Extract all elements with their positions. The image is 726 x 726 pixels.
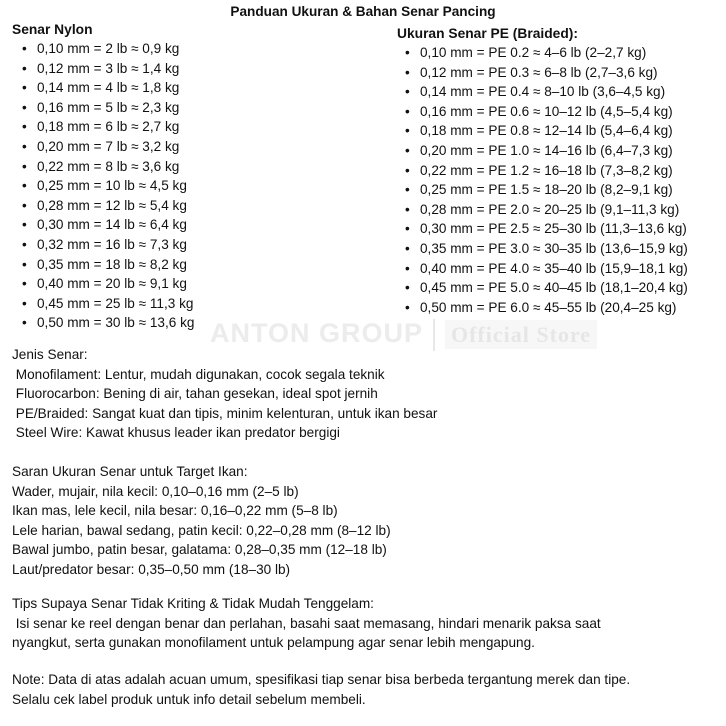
note-line: Selalu cek label produk untuk info detail sebelum membeli. xyxy=(12,691,366,707)
pe-item: • 0,12 mm = PE 0.3 ≈ 6–8 lb (2,7–3,6 kg) xyxy=(405,63,688,83)
jenis-line: PE/Braided: Sangat kuat dan tipis, minim kelenturan, untuk ikan besar xyxy=(12,405,438,421)
nylon-item: • 0,20 mm = 7 lb ≈ 3,2 kg xyxy=(22,137,194,157)
saran-line: Laut/predator besar: 0,35–0,50 mm (18–30 lb) xyxy=(12,561,291,577)
pe-list xyxy=(405,43,688,317)
saran-heading: Saran Ukuran Senar untuk Target Ikan: xyxy=(12,464,248,479)
saran-line: Lele harian, bawal sedang, patin kecil: 0,22–0,28 mm (8–12 lb) xyxy=(12,522,391,538)
page-title: Panduan Ukuran & Bahan Senar Pancing xyxy=(230,4,496,19)
jenis-line: Monofilament: Lentur, mudah digunakan, cocok segala teknik xyxy=(12,366,385,382)
nylon-item: • 0,12 mm = 3 lb ≈ 1,4 kg xyxy=(22,59,194,79)
jenis-senar-section xyxy=(12,345,437,443)
saran-section xyxy=(12,462,391,579)
saran-line: Ikan mas, lele kecil, nila besar: 0,16–0,22 mm (5–8 lb) xyxy=(12,503,338,518)
nylon-item: • 0,35 mm = 18 lb ≈ 8,2 kg xyxy=(22,255,194,275)
nylon-item: • 0,30 mm = 14 lb ≈ 6,4 kg xyxy=(22,215,194,235)
pe-item: • 0,14 mm = PE 0.4 ≈ 8–10 lb (3,6–4,5 kg) xyxy=(405,82,688,102)
nylon-item: • 0,32 mm = 16 lb ≈ 7,3 kg xyxy=(22,235,194,255)
jenis-heading: Jenis Senar: xyxy=(12,347,88,362)
saran-line: Bawal jumbo, patin besar, galatama: 0,28–0,35 mm (12–18 lb) xyxy=(12,542,387,557)
saran-line: Wader, mujair, nila kecil: 0,10–0,16 mm (2–5 lb) xyxy=(12,483,299,499)
jenis-line: Steel Wire: Kawat khusus leader ikan predator bergigi xyxy=(12,425,340,440)
pe-heading: Ukuran Senar PE (Braided): xyxy=(397,26,578,41)
nylon-item: • 0,25 mm = 10 lb ≈ 4,5 kg xyxy=(22,176,194,196)
pe-item: • 0,40 mm = PE 4.0 ≈ 35–40 lb (15,9–18,1 kg) xyxy=(405,259,688,279)
pe-item: • 0,25 mm = PE 1.5 ≈ 18–20 lb (8,2–9,1 kg) xyxy=(405,180,688,200)
tips-line: nyangkut, serta gunakan monofilament untuk pelampung agar senar lebih mengapung. xyxy=(12,635,535,650)
nylon-heading: Senar Nylon xyxy=(12,22,93,37)
tips-heading: Tips Supaya Senar Tidak Kriting & Tidak Mudah Tenggelam: xyxy=(12,596,374,611)
pe-item: • 0,50 mm = PE 6.0 ≈ 45–55 lb (20,4–25 kg) xyxy=(405,298,688,318)
nylon-item: • 0,10 mm = 2 lb ≈ 0,9 kg xyxy=(22,39,194,59)
nylon-item: • 0,16 mm = 5 lb ≈ 2,3 kg xyxy=(22,98,194,118)
note-line: Note: Data di atas adalah acuan umum, spesifikasi tiap senar bisa berbeda tergantung merek dan tipe. xyxy=(12,672,631,687)
note-section xyxy=(12,670,630,709)
pe-item: • 0,35 mm = PE 3.0 ≈ 30–35 lb (13,6–15,9 kg) xyxy=(405,239,688,259)
pe-item: • 0,10 mm = PE 0.2 ≈ 4–6 lb (2–2,7 kg) xyxy=(405,43,688,63)
watermark-logo: ANTON GROUP Official Store xyxy=(210,318,597,351)
nylon-item: • 0,14 mm = 4 lb ≈ 1,8 kg xyxy=(22,78,194,98)
tips-section xyxy=(12,594,601,653)
pe-item: • 0,30 mm = PE 2.5 ≈ 25–30 lb (11,3–13,6 kg) xyxy=(405,219,688,239)
pe-item: • 0,20 mm = PE 1.0 ≈ 14–16 lb (6,4–7,3 kg) xyxy=(405,141,688,161)
nylon-item: • 0,28 mm = 12 lb ≈ 5,4 kg xyxy=(22,196,194,216)
pe-item: • 0,18 mm = PE 0.8 ≈ 12–14 lb (5,4–6,4 kg) xyxy=(405,121,688,141)
pe-item: • 0,16 mm = PE 0.6 ≈ 10–12 lb (4,5–5,4 kg) xyxy=(405,102,688,122)
nylon-item: • 0,40 mm = 20 lb ≈ 9,1 kg xyxy=(22,274,194,294)
nylon-item: • 0,50 mm = 30 lb ≈ 13,6 kg xyxy=(22,313,194,333)
nylon-list xyxy=(22,39,194,333)
pe-item: • 0,28 mm = PE 2.0 ≈ 20–25 lb (9,1–11,3 kg) xyxy=(405,200,688,220)
nylon-item: • 0,45 mm = 25 lb ≈ 11,3 kg xyxy=(22,294,194,314)
nylon-item: • 0,18 mm = 6 lb ≈ 2,7 kg xyxy=(22,117,194,137)
pe-item: • 0,45 mm = PE 5.0 ≈ 40–45 lb (18,1–20,4 kg) xyxy=(405,278,688,298)
tips-line: Isi senar ke reel dengan benar dan perlahan, basahi saat memasang, hindari menarik paksa saat xyxy=(12,615,601,631)
nylon-item: • 0,22 mm = 8 lb ≈ 3,6 kg xyxy=(22,157,194,177)
jenis-line: Fluorocarbon: Bening di air, tahan gesekan, ideal spot jernih xyxy=(12,386,378,401)
pe-item: • 0,22 mm = PE 1.2 ≈ 16–18 lb (7,3–8,2 kg) xyxy=(405,161,688,181)
